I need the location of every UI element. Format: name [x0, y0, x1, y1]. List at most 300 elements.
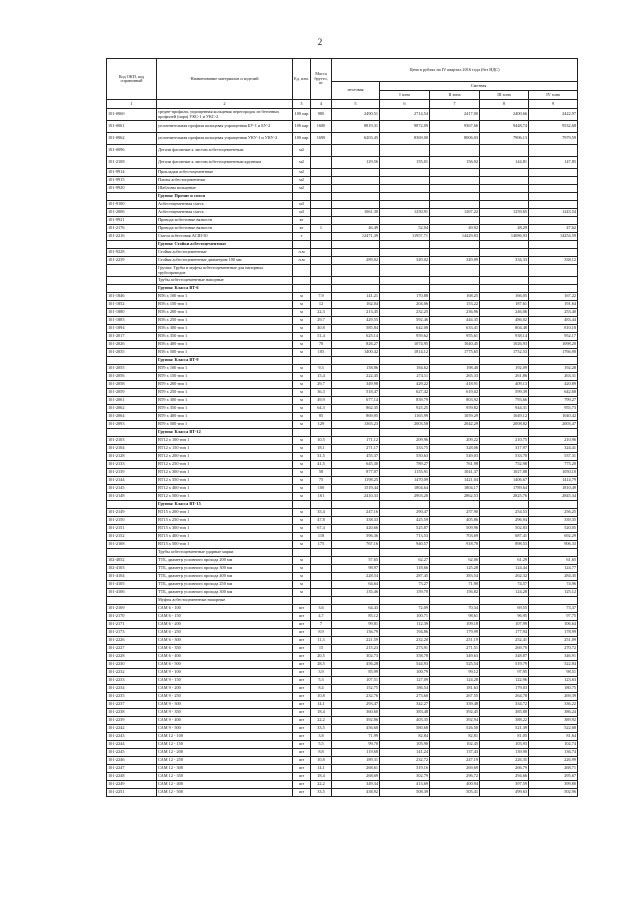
cell-mass: [311, 193, 332, 201]
cell-price-zone-4: [529, 217, 578, 225]
cell-price-zone-3: 486,02: [480, 317, 529, 325]
cell-price-zone-4: 178,99: [529, 629, 578, 637]
cell-unit: 100 пар: [293, 133, 311, 145]
cell-code: 101-9100: [107, 201, 157, 209]
cell-price-zone-1: 525,87: [380, 525, 430, 533]
cell-price-zone-1: 2003,58: [380, 421, 430, 429]
cell-price-zone-3: [480, 249, 529, 257]
table-row: [107, 169, 578, 177]
cell-code: [107, 549, 157, 557]
table-row: [107, 333, 578, 341]
cell-code: 101-2017: [107, 333, 157, 341]
cell-mass: 1: [311, 225, 332, 233]
cell-price-zone-3: 294,66: [480, 773, 529, 781]
cell-code: 101-2151: [107, 525, 157, 533]
cell-price-zone-3: 107,99: [480, 621, 529, 629]
table-row: [107, 201, 578, 209]
cell-mass: 40,8: [311, 325, 332, 333]
cell-price-zone-3: 502,83: [480, 525, 529, 533]
cell-price-zone-2: [430, 145, 480, 157]
cell-unit: шт: [293, 621, 311, 629]
cell-price-zone-1: 141,24: [380, 749, 430, 757]
cell-unit: [293, 501, 311, 509]
cell-unit: п.м: [293, 257, 311, 265]
cell-name: ВТ15 х 500 тип 1: [157, 541, 293, 549]
cell-price-zone-3: 1259,65: [480, 209, 529, 217]
cell-mass: [311, 209, 332, 217]
cell-mass: 980: [311, 109, 332, 121]
cell-price-zone-3: 599,39: [480, 389, 529, 397]
cell-name: уплотнительная профиля кольцевая упрощенная УКУ-1 и УКУ-2: [157, 133, 293, 145]
cell-price-total: 129,56: [332, 157, 380, 169]
cell-price-total: 271,17: [332, 445, 380, 453]
cell-price-total: 625,14: [332, 333, 380, 341]
cell-unit: шт: [293, 773, 311, 781]
cell-price-zone-2: 168,25: [430, 293, 480, 301]
cell-unit: [293, 193, 311, 201]
cell-price-total: 869,95: [332, 413, 380, 421]
cell-unit: м: [293, 485, 311, 493]
cell-code: 101-2148: [107, 493, 157, 501]
cell-name: уплотнительная профиля кольцевая упрощенная БУ-1 и БУ-2: [157, 121, 293, 133]
cell-price-zone-1: [380, 265, 430, 277]
cell-unit: т: [293, 233, 311, 241]
table-row: [107, 121, 578, 133]
cell-code: 101-1846: [107, 293, 157, 301]
cell-mass: 18,4: [311, 773, 332, 781]
cell-unit: м: [293, 381, 311, 389]
cell-price-total: 645,30: [332, 461, 380, 469]
cell-code: 101-2244: [107, 741, 157, 749]
cell-price-zone-4: 81,64: [529, 733, 578, 741]
cell-code: 101-2251: [107, 789, 157, 797]
cell-price-zone-2: 251,19: [430, 637, 480, 645]
table-row: [107, 157, 578, 169]
cell-code: 101-1883: [107, 317, 157, 325]
cell-price-total: 85,99: [332, 669, 380, 677]
cell-mass: 15,4: [311, 373, 332, 381]
table-row: [107, 725, 578, 733]
table-row: [107, 525, 578, 533]
cell-price-zone-3: [480, 177, 529, 185]
cell-code: 101-2139: [107, 469, 157, 477]
cell-mass: 10,5: [311, 437, 332, 445]
cell-price-zone-2: 339,48: [430, 701, 480, 709]
cell-price-total: 162,04: [332, 301, 380, 309]
cell-price-zone-4: 1098,20: [529, 341, 578, 349]
cell-name: ВТ12 х 350 тип 1: [157, 477, 293, 485]
cell-mass: [311, 597, 332, 605]
cell-name: Группа: Класса ВТ-6: [157, 285, 293, 293]
cell-mass: 11,3: [311, 637, 332, 645]
cell-price-zone-4: 147,85: [529, 157, 578, 169]
cell-unit: м: [293, 445, 311, 453]
cell-code: 101-2246: [107, 757, 157, 765]
cell-unit: шт: [293, 725, 311, 733]
cell-price-zone-2: 9367,66: [430, 121, 480, 133]
group-header-row: [107, 429, 578, 437]
table-row: [107, 661, 578, 669]
cell-name: ВТ9 х 300 тип 1: [157, 397, 293, 405]
cell-name: ВТ9 х 150 тип 1: [157, 373, 293, 381]
cell-price-zone-3: 261,86: [480, 373, 529, 381]
cell-price-total: 767,16: [332, 541, 380, 549]
cell-price-total: [332, 185, 380, 193]
cell-price-zone-4: 799,27: [529, 397, 578, 405]
cell-price-zone-2: 82,81: [430, 733, 480, 741]
column-index: 9: [529, 100, 578, 109]
cell-price-zone-3: 269,70: [480, 645, 529, 653]
cell-price-zone-2: [430, 277, 480, 285]
cell-unit: м: [293, 325, 311, 333]
cell-price-total: 456,60: [332, 725, 380, 733]
cell-price-zone-2: [430, 429, 480, 437]
table-row: [107, 145, 578, 157]
cell-price-zone-2: 71,90: [430, 581, 480, 589]
cell-price-zone-2: 1421,04: [430, 477, 480, 485]
group-header-row: [107, 501, 578, 509]
cell-code: [107, 501, 157, 509]
cell-name: САМ 12 - 350: [157, 773, 293, 781]
cell-price-zone-3: 499,63: [480, 789, 529, 797]
cell-name: Стойки асбестоцементные диаметром 100 мм: [157, 257, 293, 265]
cell-price-total: [332, 169, 380, 177]
cell-price-zone-2: 525,54: [430, 661, 480, 669]
cell-price-zone-3: 139,90: [480, 749, 529, 757]
cell-price-total: 221,59: [332, 637, 380, 645]
cell-name: средне-профили, упрощенная кольцевая перегородок из бетонных профилей (пара) УКС-1 и УКС-2: [157, 109, 293, 121]
cell-name: Муфты асбестоцементные напорные: [157, 597, 293, 605]
cell-price-zone-2: 124,28: [430, 677, 480, 685]
cell-code: 101-2237: [107, 701, 157, 709]
cell-price-total: 228,54: [332, 573, 380, 581]
cell-code: 101-2144: [107, 477, 157, 485]
cell-price-zone-4: 346,91: [529, 653, 578, 661]
cell-price-zone-4: 98,51: [529, 669, 578, 677]
cell-unit: м: [293, 437, 311, 445]
cell-price-zone-4: 9532,68: [529, 121, 578, 133]
cell-price-zone-1: 342,27: [380, 701, 430, 709]
cell-code: [107, 241, 157, 249]
cell-price-zone-3: 166,05: [480, 293, 529, 301]
table-row: [107, 185, 578, 193]
cell-unit: шт: [293, 605, 311, 613]
cell-code: 101-2234: [107, 685, 157, 693]
cell-code: 101-2150: [107, 517, 157, 525]
cell-price-total: 98,97: [332, 565, 380, 573]
cell-unit: м2: [293, 145, 311, 157]
cell-code: 101-2243: [107, 733, 157, 741]
cell-name: САМ 6 - 400: [157, 653, 293, 661]
column-index: 8: [480, 100, 529, 109]
cell-price-zone-1: 186,54: [380, 685, 430, 693]
cell-price-total: 268,61: [332, 765, 380, 773]
table-row: [107, 413, 578, 421]
cell-price-zone-4: [529, 501, 578, 509]
cell-mass: 35,4: [311, 509, 332, 517]
cell-price-zone-3: 409,13: [480, 381, 529, 389]
cell-price-zone-1: [380, 201, 430, 209]
cell-price-zone-2: 125,28: [430, 565, 480, 573]
cell-price-zone-4: 268,71: [529, 765, 578, 773]
cell-price-zone-3: 793,66: [480, 397, 529, 405]
cell-name: ТТБ, диаметр условного прохода 200 мм: [157, 557, 293, 565]
cell-mass: [311, 257, 332, 265]
cell-code: [107, 265, 157, 277]
cell-price-zone-3: 397,59: [480, 781, 529, 789]
table-row: [107, 749, 578, 757]
table-row: [107, 461, 578, 469]
cell-price-total: 455,37: [332, 453, 380, 461]
cell-price-zone-4: 1050,10: [529, 469, 578, 477]
header-price-title: Цена в рублях на IV квартал 2016 года (без НДС): [332, 59, 578, 82]
table-row: [107, 733, 578, 741]
cell-price-zone-1: 273,60: [380, 693, 430, 701]
cell-name: ТТБ, диаметр условного прохода 400 мм: [157, 573, 293, 581]
cell-price-zone-2: 400,94: [430, 781, 480, 789]
cell-price-zone-2: 703,69: [430, 533, 480, 541]
cell-price-zone-4: 251,09: [529, 637, 578, 645]
cell-price-zone-3: 210,75: [480, 437, 529, 445]
cell-price-zone-3: 226,35: [480, 757, 529, 765]
cell-name: ВТ15 х 200 тип 1: [157, 509, 293, 517]
cell-price-total: 136,79: [332, 629, 380, 637]
cell-price-zone-1: [380, 185, 430, 193]
group-header-row: [107, 285, 578, 293]
cell-price-zone-2: 955,61: [430, 333, 480, 341]
cell-price-zone-4: 14254,59: [529, 233, 578, 241]
cell-price-zone-4: [529, 193, 578, 201]
cell-name: САМ 6 - 250: [157, 629, 293, 637]
cell-unit: шт: [293, 629, 311, 637]
cell-price-total: 2490,51: [332, 109, 380, 121]
header-unit: Ед. изм.: [293, 59, 311, 100]
cell-unit: шт: [293, 709, 311, 717]
cell-unit: шт: [293, 757, 311, 765]
cell-price-zone-2: 156,92: [430, 157, 480, 169]
cell-price-zone-2: 505,41: [430, 789, 480, 797]
cell-mass: 29,7: [311, 317, 332, 325]
cell-price-total: 71,99: [332, 733, 380, 741]
cell-price-zone-1: 508,39: [380, 789, 430, 797]
cell-code: 102-4103: [107, 565, 157, 573]
cell-mass: 36,3: [311, 389, 332, 397]
cell-name: Плиты асбестоцементные: [157, 177, 293, 185]
cell-price-total: [332, 549, 380, 557]
cell-price-zone-4: 336,22: [529, 701, 578, 709]
cell-code: 101-2055: [107, 365, 157, 373]
table-row: [107, 249, 578, 257]
cell-mass: 33,5: [311, 725, 332, 733]
cell-price-total: [332, 193, 380, 201]
cell-unit: м: [293, 301, 311, 309]
cell-price-zone-4: [529, 201, 578, 209]
cell-code: 101-9915: [107, 177, 157, 185]
cell-name: Стойки асбестоцементные: [157, 249, 293, 257]
cell-name: ВТ15 х 250 тип 1: [157, 517, 293, 525]
cell-price-zone-3: 1027,88: [480, 469, 529, 477]
cell-mass: [311, 157, 332, 169]
cell-code: 101-2103: [107, 437, 157, 445]
cell-mass: [311, 501, 332, 509]
cell-name: ВТ12 х 250 тип 1: [157, 461, 293, 469]
cell-price-total: 585,84: [332, 325, 380, 333]
cell-price-zone-1: 273,91: [380, 645, 430, 653]
cell-mass: 14,1: [311, 701, 332, 709]
cell-mass: 58: [311, 469, 332, 477]
cell-mass: 67,4: [311, 525, 332, 533]
cell-code: 101-1894: [107, 325, 157, 333]
cell-mass: [311, 429, 332, 437]
cell-price-zone-1: 429,22: [380, 381, 430, 389]
cell-price-zone-4: 502,96: [529, 789, 578, 797]
cell-price-zone-4: [529, 241, 578, 249]
cell-name: Группа: Трубы и муфты асбестоцементные для напорных трубопроводов: [157, 265, 293, 277]
table-row: [107, 373, 578, 381]
cell-unit: [293, 357, 311, 365]
cell-code: 101-1852: [107, 301, 157, 309]
cell-mass: 31,5: [311, 453, 332, 461]
cell-name: ВТ15 х 400 тип 1: [157, 533, 293, 541]
cell-price-zone-4: 97,75: [529, 613, 578, 621]
cell-mass: 105: [311, 349, 332, 357]
cell-mass: [311, 249, 332, 257]
cell-unit: кг: [293, 225, 311, 233]
cell-price-zone-4: 125,12: [529, 589, 578, 597]
cell-name: Провода асбестовые вязкости: [157, 217, 293, 225]
cell-mass: [311, 285, 332, 293]
cell-price-zone-1: [380, 597, 430, 605]
cell-price-total: 438,92: [332, 789, 380, 797]
cell-price-zone-4: 256,25: [529, 509, 578, 517]
table-row: [107, 421, 578, 429]
cell-price-zone-4: 2422,97: [529, 109, 578, 121]
cell-mass: [311, 277, 332, 285]
cell-price-zone-4: 1810,49: [529, 485, 578, 493]
cell-code: 101-2152: [107, 533, 157, 541]
table-row: [107, 469, 578, 477]
cell-price-zone-1: 8369,00: [380, 133, 430, 145]
cell-price-total: [332, 201, 380, 209]
cell-code: 101-2245: [107, 749, 157, 757]
cell-unit: 100 пар: [293, 109, 311, 121]
cell-code: 101-2169: [107, 605, 157, 613]
cell-price-zone-2: 98,61: [430, 613, 480, 621]
cell-price-zone-2: 959,82: [430, 405, 480, 413]
cell-price-zone-4: 124,77: [529, 565, 578, 573]
cell-price-total: [332, 597, 380, 605]
table-row: [107, 709, 578, 717]
cell-price-zone-2: 109,18: [430, 621, 480, 629]
table-row: [107, 405, 578, 413]
cell-price-zone-2: 526,50: [430, 725, 480, 733]
cell-price-zone-2: [430, 217, 480, 225]
cell-unit: м: [293, 493, 311, 501]
cell-mass: 18,1: [311, 445, 332, 453]
cell-price-zone-2: 70,34: [430, 605, 480, 613]
cell-code: 101-0061: [107, 121, 157, 133]
cell-price-total: 1519,44: [332, 485, 380, 493]
table-row: [107, 217, 578, 225]
cell-code: 101-2035: [107, 349, 157, 357]
cell-price-zone-4: 47,62: [529, 225, 578, 233]
table-row: [107, 177, 578, 185]
cell-price-zone-1: [380, 285, 430, 293]
cell-name: ВТ6 х 250 тип 1: [157, 317, 293, 325]
cell-price-total: 1400,42: [332, 349, 380, 357]
cell-price-zone-3: 898,53: [480, 541, 529, 549]
page-number: 2: [317, 37, 323, 47]
table-row: [107, 325, 578, 333]
table-row: [107, 717, 578, 725]
cell-mass: 100: [311, 485, 332, 493]
cell-name: САМ 12 - 150: [157, 741, 293, 749]
cell-price-zone-2: 918,78: [430, 541, 480, 549]
header-zones-title: Сметная: [380, 82, 578, 91]
cell-price-zone-2: 509,96: [430, 525, 480, 533]
cell-price-zone-1: 940,57: [380, 541, 430, 549]
cell-price-zone-3: 262,32: [480, 573, 529, 581]
cell-price-zone-4: [529, 145, 578, 157]
cell-unit: шт: [293, 693, 311, 701]
cell-mass: 41,5: [311, 461, 332, 469]
cell-price-zone-3: [480, 597, 529, 605]
table-row: [107, 693, 578, 701]
cell-name: САМ 9 - 350: [157, 709, 293, 717]
table-row: [107, 265, 578, 277]
cell-price-total: 158,86: [332, 365, 380, 373]
cell-name: САМ 9 - 100: [157, 669, 293, 677]
cell-price-zone-4: 642,68: [529, 389, 578, 397]
cell-price-zone-3: [480, 549, 529, 557]
cell-price-zone-3: 192,09: [480, 365, 529, 373]
cell-unit: м: [293, 453, 311, 461]
cell-name: ВТ6 х 150 тип 1: [157, 301, 293, 309]
cell-price-zone-3: 81,05: [480, 733, 529, 741]
cell-code: 101-2168: [107, 541, 157, 549]
cell-price-zone-3: 266,79: [480, 765, 529, 773]
cell-price-zone-4: 167,22: [529, 293, 578, 301]
cell-unit: м3: [293, 209, 311, 217]
table-row: [107, 677, 578, 685]
cell-price-zone-1: 544,93: [380, 661, 430, 669]
cell-price-zone-2: 2042,29: [430, 421, 480, 429]
cell-price-zone-2: 1775,65: [430, 349, 480, 357]
cell-unit: кг: [293, 217, 311, 225]
cell-price-zone-1: 155,01: [380, 157, 430, 169]
cell-name: ВТ9 х 200 тип 1: [157, 381, 293, 389]
cell-price-total: 189,31: [332, 757, 380, 765]
cell-price-zone-2: 181,63: [430, 685, 480, 693]
table-row: [107, 597, 578, 605]
cell-price-zone-4: [529, 277, 578, 285]
cell-price-total: 338,33: [332, 517, 380, 525]
cell-price-zone-4: 136,74: [529, 749, 578, 757]
cell-price-total: 99,70: [332, 741, 380, 749]
cell-mass: 20,5: [311, 653, 332, 661]
cell-price-zone-1: [380, 277, 430, 285]
cell-price-zone-2: 49,92: [430, 225, 480, 233]
cell-price-zone-2: 62,06: [430, 557, 480, 565]
header-zone-4: IV зона: [529, 91, 578, 100]
cell-unit: м: [293, 413, 311, 421]
cell-unit: м: [293, 365, 311, 373]
cell-mass: [311, 145, 332, 157]
table-row: [107, 209, 578, 217]
cell-price-zone-3: [480, 145, 529, 157]
cell-name: ВТ9 х 500 тип 1: [157, 421, 293, 429]
cell-price-zone-2: 392,45: [430, 709, 480, 717]
